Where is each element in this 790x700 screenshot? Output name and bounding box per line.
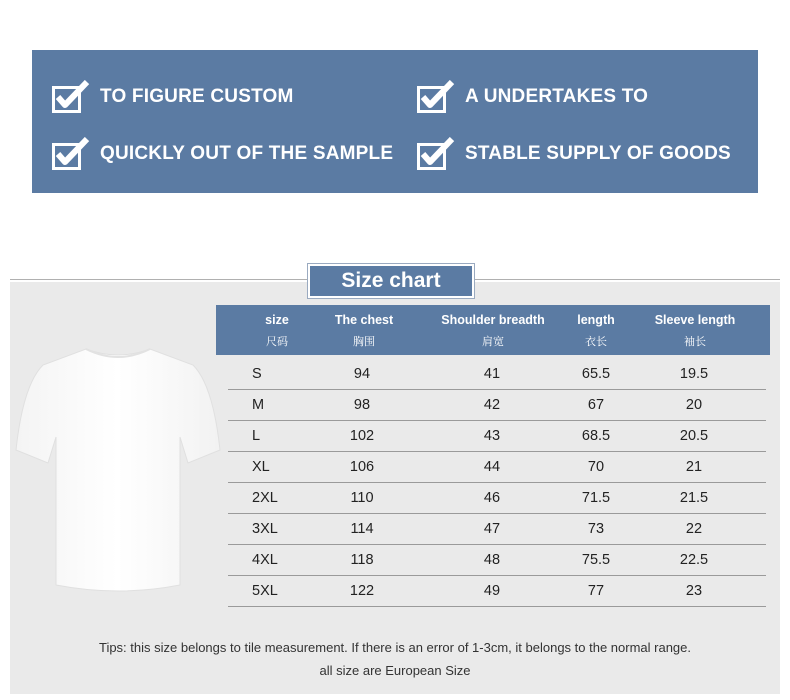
table-cell: 41 <box>483 366 501 382</box>
table-cell: 21 <box>685 459 703 475</box>
tips-text: Tips: this size belongs to tile measurement. If there is an error of 1-3cm, it belongs to the normal range. <box>98 640 692 655</box>
check-icon <box>417 80 455 114</box>
table-cell: 68.5 <box>581 428 611 444</box>
table-cell: 94 <box>353 366 371 382</box>
table-cell: S <box>252 366 262 382</box>
table-row <box>228 358 766 390</box>
table-cell: M <box>252 397 265 413</box>
table-header <box>216 305 770 355</box>
table-cell: 2XL <box>252 490 278 506</box>
table-cell: L <box>252 428 261 444</box>
features-banner <box>32 50 758 193</box>
table-cell: 118 <box>350 552 374 568</box>
feature-item <box>52 137 393 171</box>
table-cell: 5XL <box>252 583 278 599</box>
table-row <box>228 544 766 576</box>
header-shoulder: Shoulder breadth 肩宽 <box>441 313 545 348</box>
table-cell: 47 <box>483 521 501 537</box>
check-icon <box>52 137 90 171</box>
table-row <box>228 389 766 421</box>
table-cell: 114 <box>350 521 374 537</box>
table-cell: 77 <box>587 583 605 599</box>
size-chart-title: Size chart <box>308 264 474 298</box>
table-cell: 20.5 <box>679 428 709 444</box>
table-cell: 19.5 <box>679 366 709 382</box>
table-cell: 44 <box>483 459 501 475</box>
table-cell: 4XL <box>252 552 278 568</box>
table-cell: 102 <box>349 428 375 444</box>
table-cell: 110 <box>350 490 374 506</box>
table-cell: 73 <box>587 521 605 537</box>
table-cell: 71.5 <box>581 490 611 506</box>
check-icon <box>417 137 455 171</box>
table-cell: 22.5 <box>679 552 709 568</box>
table-cell: 70 <box>587 459 605 475</box>
header-size: size 尺码 <box>265 313 289 348</box>
table-cell: 67 <box>587 397 605 413</box>
check-icon <box>52 80 90 114</box>
feature-item <box>417 137 731 171</box>
table-cell: 98 <box>353 397 371 413</box>
feature-text: STABLE SUPPLY OF GOODS <box>465 143 731 164</box>
table-row <box>228 420 766 452</box>
table-cell: 106 <box>349 459 375 475</box>
header-length: length 衣长 <box>577 313 615 348</box>
table-row <box>228 575 766 607</box>
table-cell: XL <box>252 459 270 475</box>
table-cell: 22 <box>685 521 703 537</box>
table-cell: 21.5 <box>679 490 709 506</box>
feature-item <box>52 80 294 114</box>
table-cell: 20 <box>685 397 703 413</box>
size-note: all size are European Size <box>319 663 471 678</box>
header-sleeve: Sleeve length 袖长 <box>654 313 736 348</box>
table-cell: 65.5 <box>581 366 611 382</box>
table-row <box>228 513 766 545</box>
table-cell: 23 <box>685 583 703 599</box>
table-cell: 46 <box>483 490 501 506</box>
feature-text: A UNDERTAKES TO <box>465 86 649 107</box>
table-cell: 75.5 <box>581 552 611 568</box>
table-cell: 122 <box>349 583 375 599</box>
tshirt-image <box>8 345 228 605</box>
feature-text: TO FIGURE CUSTOM <box>100 86 294 107</box>
table-cell: 48 <box>483 552 501 568</box>
table-cell: 3XL <box>252 521 278 537</box>
table-cell: 42 <box>483 397 501 413</box>
table-row <box>228 451 766 483</box>
table-row <box>228 482 766 514</box>
table-cell: 49 <box>483 583 501 599</box>
table-cell: 43 <box>483 428 501 444</box>
feature-text: QUICKLY OUT OF THE SAMPLE <box>100 143 394 164</box>
feature-item <box>417 80 648 114</box>
header-chest: The chest 胸围 <box>334 313 394 348</box>
